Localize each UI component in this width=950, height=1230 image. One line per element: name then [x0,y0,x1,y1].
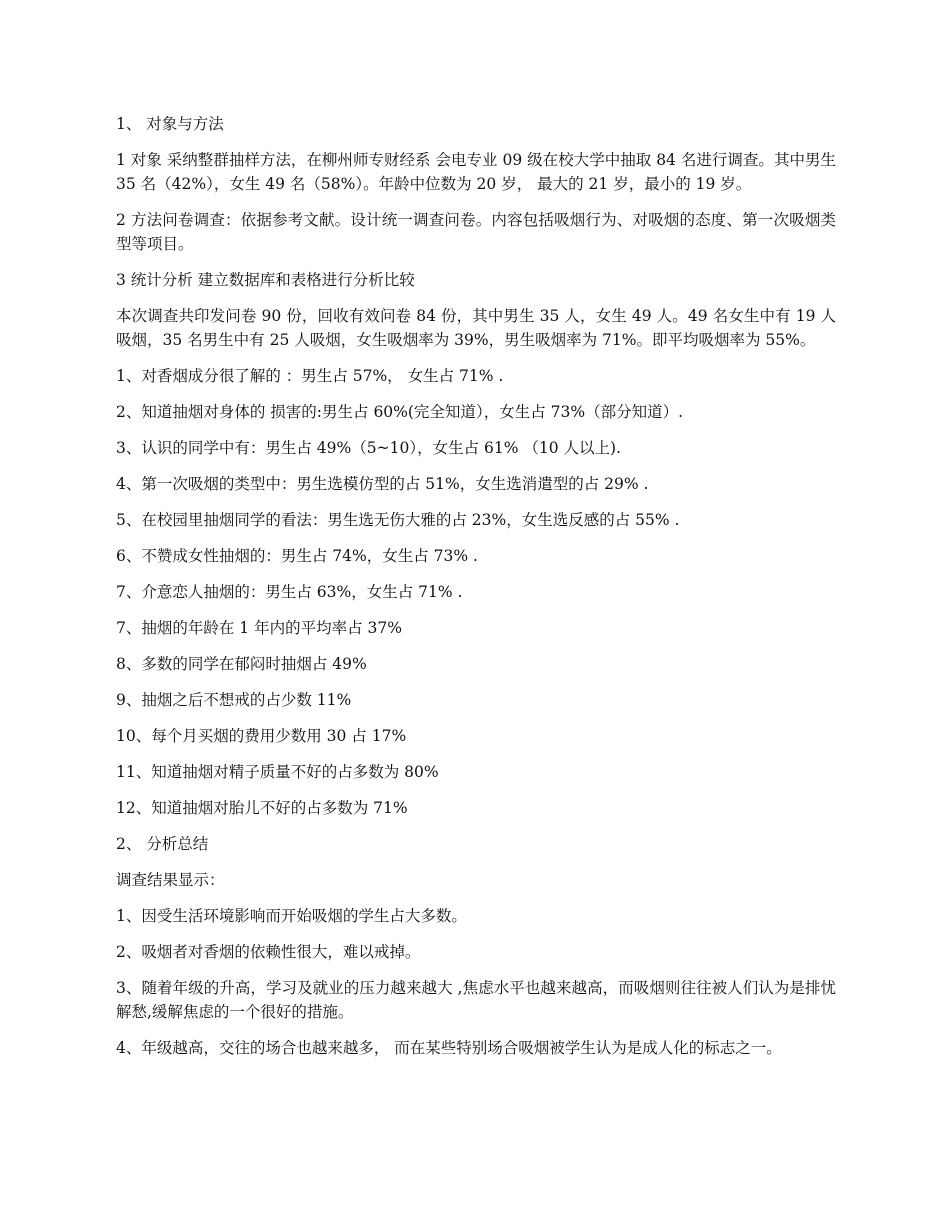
finding-item: 9、抽烟之后不想戒的占少数 11% [116,691,352,709]
conclusion-item: 3、随着年级的升高，学习及就业的压力越来越大 ,焦虑水平也越来越高，而吸烟则往往被人们认为是排忧解愁,缓解焦虑的一个很好的措施。 [116,979,836,1021]
finding-item: 7、抽烟的年龄在 1 年内的平均率占 37% [116,619,402,637]
paragraph-subjects: 1 对象 采纳整群抽样方法，在柳州师专财经系 会电专业 09 级在校大学中抽取 84 名进行调查。其中男生 35 名（42%），女生 49 名（58%）。年龄中位数为 20 岁， 最大的 21 岁，最小的 19 岁。 [116,151,841,193]
finding-item: 10、每个月买烟的费用少数用 30 占 17% [116,727,407,745]
document-page [116,112,841,1072]
conclusion-item: 4、年级越高，交往的场合也越来越多， 而在某些特别场合吸烟被学生认为是成人化的标志之一。 [116,1039,782,1057]
paragraph-survey-summary: 本次调查共印发问卷 90 份，回收有效问卷 84 份，其中男生 35 人，女生 49 人。49 名女生中有 19 人吸烟，35 名男生中有 25 人吸烟，女生吸烟率为 39%，男生吸烟率为 71%。即平均吸烟率为 55%。 [116,307,836,349]
finding-item: 6、不赞成女性抽烟的：男生占 74%，女生占 73% . [116,547,478,565]
paragraph-statistics: 3 统计分析 建立数据库和表格进行分析比较 [116,271,415,289]
finding-item: 12、知道抽烟对胎儿不好的占多数为 71% [116,799,408,817]
finding-item: 11、知道抽烟对精子质量不好的占多数为 80% [116,763,439,781]
finding-item: 4、第一次吸烟的类型中：男生选模仿型的占 51%，女生选消遣型的占 29% . [116,475,649,493]
paragraph-results-intro: 调查结果显示： [116,871,225,889]
finding-item: 5、在校园里抽烟同学的看法：男生选无伤大雅的占 23%，女生选反感的占 55% . [116,511,680,529]
section-heading-methods: 1、 对象与方法 [116,115,224,133]
section-heading-summary: 2、 分析总结 [116,835,209,853]
finding-item: 2、知道抽烟对身体的 损害的:男生占 60%(完全知道），女生占 73%（部分知道）. [116,403,683,421]
finding-item: 8、多数的同学在郁闷时抽烟占 49% [116,655,367,673]
finding-item: 3、认识的同学中有：男生占 49%（5~10），女生占 61% （10 人以上). [116,439,621,457]
finding-item: 1、对香烟成分很了解的 ：男生占 57%， 女生占 71% . [116,367,504,385]
conclusion-item: 1、因受生活环境影响而开始吸烟的学生占大多数。 [116,907,467,925]
paragraph-method: 2 方法问卷调查：依据参考文献。设计统一调查问卷。内容包括吸烟行为、对吸烟的态度、第一次吸烟类型等项目。 [116,211,836,253]
finding-item: 7、介意恋人抽烟的：男生占 63%，女生占 71% . [116,583,463,601]
conclusion-item: 2、吸烟者对香烟的依赖性很大，难以戒掉。 [116,943,421,961]
